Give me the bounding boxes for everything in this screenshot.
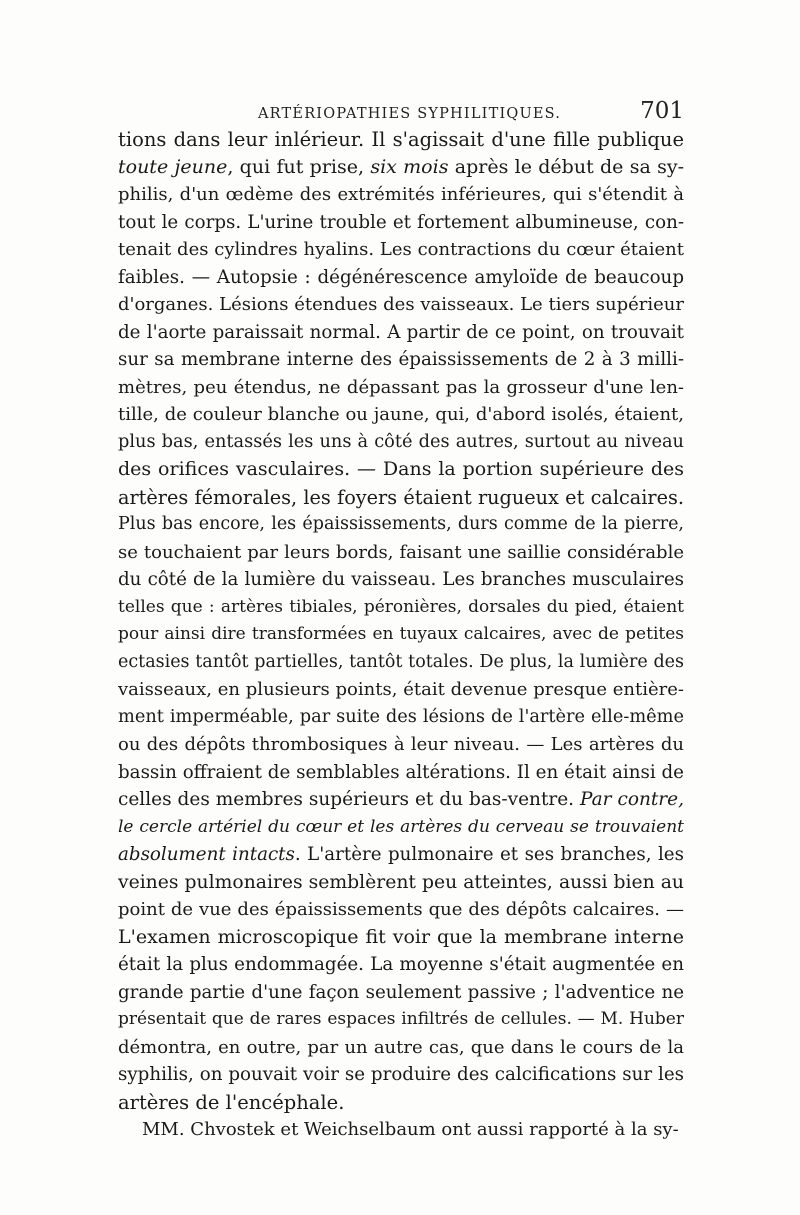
text-line <box>118 539 684 567</box>
text-line <box>118 731 684 759</box>
text-segment: du côté de la lumière du vaisseau. Les branches musculaires <box>118 569 684 590</box>
text-segment: Plus bas encore, les épaississements, durs comme de la pierre, <box>118 514 684 534</box>
text-segment: syphilis, on pouvait voir se produire des calcifications sur les <box>118 1064 684 1085</box>
text-line <box>118 649 684 677</box>
page-header <box>118 98 684 128</box>
text-segment: tenait des cylindres hyalins. Les contractions du cœur étaient <box>118 239 684 260</box>
text-segment: grande partie d'une façon seulement passive ; l'adventice ne <box>118 981 684 1003</box>
text-line <box>118 154 684 182</box>
text-line <box>118 264 684 292</box>
text-line <box>118 814 684 842</box>
text-segment: L'examen microscopique fit voir que la membrane interne <box>118 925 684 948</box>
text-line <box>118 126 684 154</box>
text-line <box>118 676 684 704</box>
text-line <box>118 841 684 869</box>
italic-text-segment: six mois <box>370 155 449 178</box>
text-segment: point de vue des épaississements que des dépôts calcaires. — <box>118 899 684 920</box>
text-segment: après le début de sa sy- <box>448 155 684 178</box>
text-line <box>118 374 684 402</box>
text-line <box>118 181 684 209</box>
text-segment: telles que : artères tibiales, péronières, dorsales du pied, étaient <box>118 596 684 617</box>
text-segment: ou des dépôts thrombosiques à leur niveau. — Les artères du <box>118 734 684 755</box>
text-segment: . L'artère pulmonaire et ses branches, les <box>294 844 684 865</box>
text-line <box>118 429 684 457</box>
text-line <box>118 979 684 1007</box>
text-segment: mètres, peu étendus, ne dépassant pas la grosseur d'une len- <box>118 376 684 398</box>
text-line <box>118 1034 684 1062</box>
text-line <box>118 456 684 484</box>
text-line <box>118 951 684 979</box>
text-segment: tille, de couleur blanche ou jaune, qui, d'abord isolés, étaient, <box>118 404 684 425</box>
text-line <box>118 1089 684 1117</box>
text-segment: celles des membres supérieurs et du bas-ventre. <box>118 789 581 810</box>
text-line <box>118 786 684 814</box>
text-line <box>118 896 684 924</box>
text-line <box>118 209 684 237</box>
italic-text-segment: absolument intacts <box>118 844 295 865</box>
text-line <box>118 869 684 897</box>
text-segment: se touchaient par leurs bords, faisant une saillie considérable <box>118 541 684 563</box>
text-segment: sur sa membrane interne des épaississements de 2 à 3 milli- <box>118 349 684 370</box>
text-line <box>118 319 684 347</box>
text-segment: d'organes. Lésions étendues des vaisseaux. Le tiers supérieur <box>118 294 684 315</box>
text-segment: veines pulmonaires semblèrent peu atteintes, aussi bien au <box>118 871 684 893</box>
text-segment: faibles. — Autopsie : dégénérescence amyloïde de beaucoup <box>118 266 684 288</box>
text-line <box>118 346 684 374</box>
italic-text-segment: Par contre, <box>580 789 684 810</box>
text-line <box>118 511 684 539</box>
text-segment: bassin offraient de semblables altérations. Il en était ainsi de <box>118 761 684 783</box>
italic-text-segment: le cercle artériel du cœur et les artères du cerveau se trouvaient <box>118 816 684 837</box>
text-segment: était la plus endommagée. La moyenne s'était augmentée en <box>118 954 684 975</box>
text-segment: pour ainsi dire transformées en tuyaux calcaires, avec de petites <box>118 624 684 644</box>
text-line <box>118 566 684 594</box>
text-line <box>118 759 684 787</box>
text-line <box>118 236 684 264</box>
text-segment: démontra, en outre, par un autre cas, que dans le cours de la <box>118 1036 684 1058</box>
text-segment: tout le corps. L'urine trouble et fortement albumineuse, con- <box>118 211 684 233</box>
text-segment: présentait que de rares espaces infiltrés de cellules. — M. Huber <box>118 1009 684 1029</box>
text-line <box>118 621 684 649</box>
text-line <box>118 401 684 429</box>
text-line <box>118 291 684 319</box>
text-segment: MM. Chvostek et Weichselbaum ont aussi rapporté à la sy- <box>142 1119 679 1140</box>
text-line <box>118 1061 684 1089</box>
text-segment: de l'aorte paraissait normal. A partir de ce point, on trouvait <box>118 321 684 343</box>
text-segment: , qui fut prise, <box>227 155 371 178</box>
text-line <box>118 484 684 512</box>
text-line <box>118 594 684 622</box>
page-number: 701 <box>640 98 684 124</box>
text-line <box>118 704 684 732</box>
text-segment: des orifices vasculaires. — Dans la portion supérieure des <box>118 458 684 480</box>
text-segment: tions dans leur inlérieur. Il s'agissait d'une fille publique <box>118 128 684 151</box>
text-line <box>118 924 684 952</box>
italic-text-segment: toute jeune <box>118 155 228 178</box>
body-text <box>118 126 684 1144</box>
text-line <box>118 1116 684 1144</box>
running-title: ARTÉRIOPATHIES SYPHILITIQUES. <box>258 106 562 122</box>
text-segment: artères de l'encéphale. <box>118 1090 345 1114</box>
text-segment: vaisseaux, en plusieurs points, était devenue presque entière- <box>118 679 684 700</box>
text-segment: ectasies tantôt partielles, tantôt totales. De plus, la lumière des <box>118 651 684 672</box>
text-segment: artères fémorales, les foyers étaient rugueux et calcaires. <box>118 485 684 509</box>
text-line <box>118 1006 684 1034</box>
text-segment: ment imperméable, par suite des lésions de l'artère elle-même <box>118 706 684 727</box>
text-segment: philis, d'un œdème des extrémités inférieures, qui s'étendit à <box>118 184 684 205</box>
text-segment: plus bas, entassés les uns à côté des autres, surtout au niveau <box>118 431 684 452</box>
